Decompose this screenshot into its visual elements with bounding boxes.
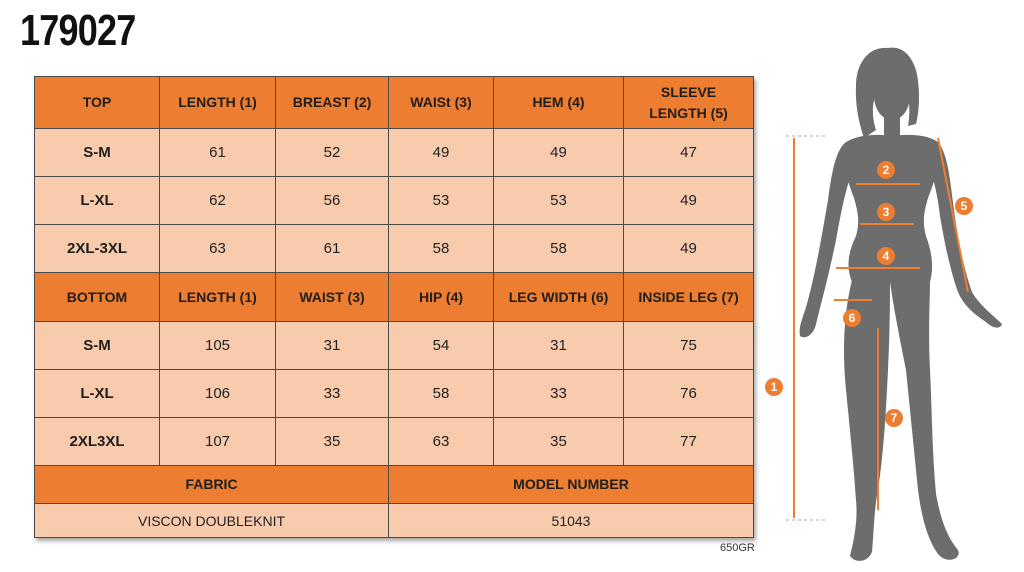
- marker-3: [877, 203, 895, 221]
- value-cell: 52: [276, 129, 389, 177]
- table-row: [35, 418, 754, 466]
- bottom-header-cell: WAIST (3): [276, 273, 389, 322]
- value-cell: 47: [624, 129, 754, 177]
- top-header-cell: LENGTH (1): [160, 77, 276, 129]
- value-cell: 107: [160, 418, 276, 466]
- fabric-label: FABRIC: [35, 466, 389, 504]
- value-cell: 62: [160, 177, 276, 225]
- marker-7: [885, 409, 903, 427]
- value-cell: 54: [389, 322, 494, 370]
- marker-5: [955, 197, 973, 215]
- top-header-cell: SLEEVE LENGTH (5): [624, 77, 754, 129]
- footer-value-row: [35, 504, 754, 538]
- top-header-cell: HEM (4): [494, 77, 624, 129]
- product-code: 179027: [20, 6, 136, 55]
- bottom-header-cell: LENGTH (1): [160, 273, 276, 322]
- value-cell: 53: [389, 177, 494, 225]
- value-cell: 35: [276, 418, 389, 466]
- size-cell: L-XL: [35, 370, 160, 418]
- measurement-figure: [760, 30, 1022, 570]
- table-row: [35, 370, 754, 418]
- marker-4: [877, 247, 895, 265]
- svg-text:1: 1: [770, 380, 778, 394]
- bottom-header-cell: HIP (4): [389, 273, 494, 322]
- value-cell: 61: [276, 225, 389, 273]
- value-cell: 76: [624, 370, 754, 418]
- marker-1: [765, 378, 783, 396]
- size-cell: S-M: [35, 129, 160, 177]
- value-cell: 58: [389, 370, 494, 418]
- value-cell: 31: [494, 322, 624, 370]
- svg-text:7: 7: [890, 411, 898, 425]
- bottom-header-cell: BOTTOM: [35, 273, 160, 322]
- top-header-cell: TOP: [35, 77, 160, 129]
- svg-text:6: 6: [848, 311, 856, 325]
- value-cell: 49: [624, 225, 754, 273]
- size-cell: 2XL3XL: [35, 418, 160, 466]
- svg-text:3: 3: [882, 205, 890, 219]
- value-cell: 56: [276, 177, 389, 225]
- value-cell: 75: [624, 322, 754, 370]
- size-cell: 2XL-3XL: [35, 225, 160, 273]
- value-cell: 49: [389, 129, 494, 177]
- top-header-cell: WAISt (3): [389, 77, 494, 129]
- svg-text:5: 5: [960, 199, 968, 213]
- value-cell: 105: [160, 322, 276, 370]
- bottom-header-cell: INSIDE LEG (7): [624, 273, 754, 322]
- value-cell: 33: [276, 370, 389, 418]
- value-cell: 31: [276, 322, 389, 370]
- value-cell: 35: [494, 418, 624, 466]
- value-cell: 106: [160, 370, 276, 418]
- table-row: [35, 177, 754, 225]
- bottom-header-row: [35, 273, 754, 322]
- footer-header-row: [35, 466, 754, 504]
- marker-2: [877, 161, 895, 179]
- value-cell: 58: [389, 225, 494, 273]
- value-cell: 49: [494, 129, 624, 177]
- bottom-header-cell: LEG WIDTH (6): [494, 273, 624, 322]
- svg-text:4: 4: [882, 249, 890, 263]
- model-number-label: MODEL NUMBER: [389, 466, 754, 504]
- size-cell: L-XL: [35, 177, 160, 225]
- value-cell: 63: [160, 225, 276, 273]
- value-cell: 53: [494, 177, 624, 225]
- size-cell: S-M: [35, 322, 160, 370]
- fabric-value: VISCON DOUBLEKNIT: [35, 504, 389, 538]
- top-header-row: [35, 77, 754, 129]
- table-row: [35, 225, 754, 273]
- value-cell: 61: [160, 129, 276, 177]
- value-cell: 33: [494, 370, 624, 418]
- top-header-cell: BREAST (2): [276, 77, 389, 129]
- value-cell: 49: [624, 177, 754, 225]
- value-cell: 77: [624, 418, 754, 466]
- value-cell: 58: [494, 225, 624, 273]
- value-cell: 63: [389, 418, 494, 466]
- gr-code: 650GR: [720, 542, 755, 554]
- table-row: [35, 322, 754, 370]
- table-row: [35, 129, 754, 177]
- size-chart-table: [34, 76, 754, 538]
- body-silhouette: [800, 48, 1002, 561]
- marker-6: [843, 309, 861, 327]
- model-number-value: 51043: [389, 504, 754, 538]
- svg-text:2: 2: [882, 163, 890, 177]
